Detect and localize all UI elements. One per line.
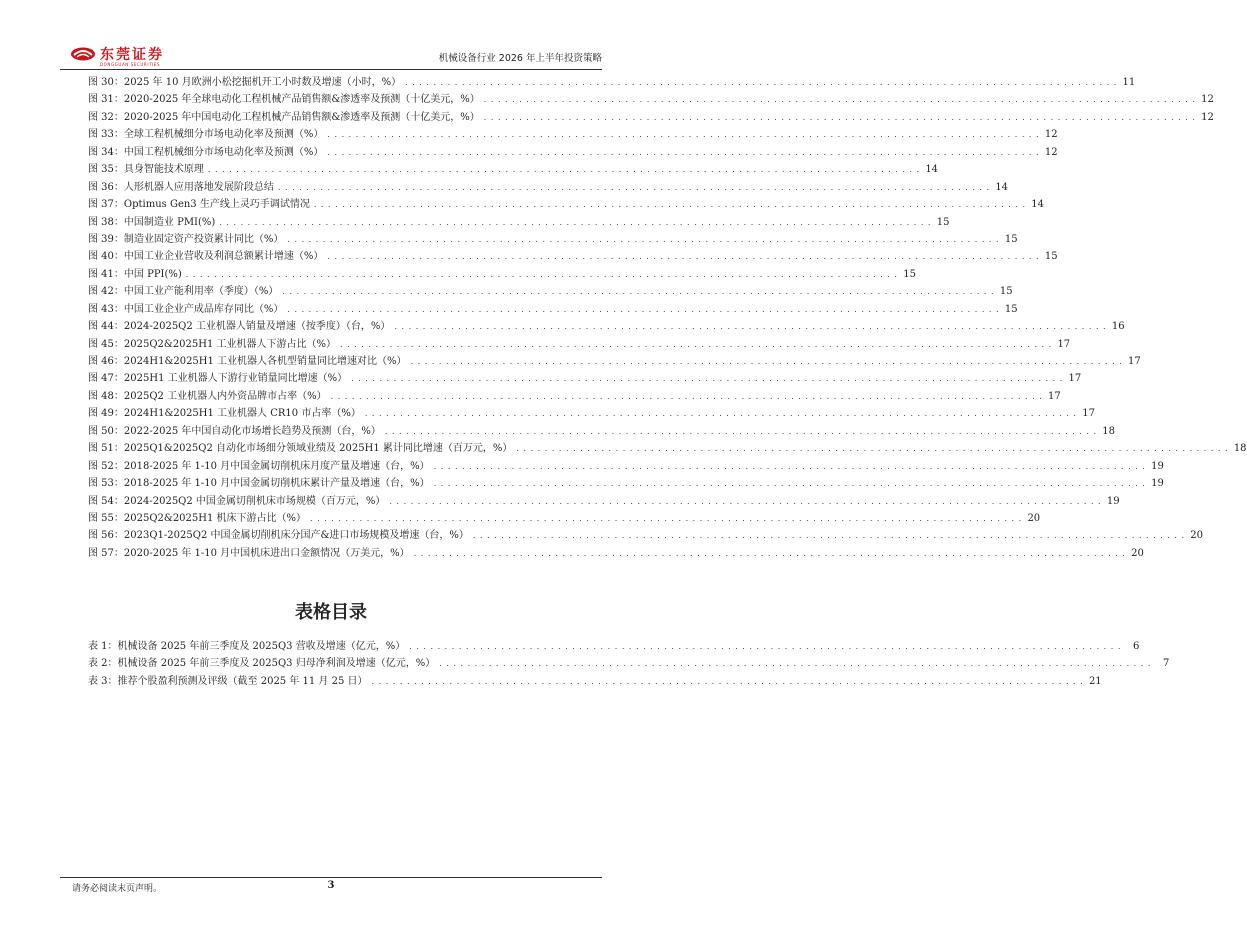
entry-page-number: 18 xyxy=(1102,425,1116,437)
entry-title: 中国工程机械细分市场电动化率及预测（%） xyxy=(123,146,324,158)
figure-toc-entry[interactable] xyxy=(88,265,916,282)
figure-toc-entry[interactable] xyxy=(88,352,1141,369)
entry-page-number: 17 xyxy=(1068,373,1082,385)
entry-page-number: 18 xyxy=(1233,443,1247,455)
entry-label: 图 53： xyxy=(88,478,124,490)
entry-page-number: 17 xyxy=(1082,408,1095,420)
entry-label: 图 35： xyxy=(88,164,124,176)
dot-leader xyxy=(389,496,1101,507)
entry-page-number: 20 xyxy=(1131,547,1144,559)
entry-label: 图 54： xyxy=(88,495,124,507)
figure-toc-entry[interactable] xyxy=(88,526,1204,543)
entry-label: 图 31： xyxy=(88,94,124,106)
entry-page-number: 17 xyxy=(1057,338,1071,350)
figure-toc-entry[interactable] xyxy=(88,300,1018,317)
dot-leader xyxy=(516,443,1228,454)
entry-label: 图 51： xyxy=(88,443,124,455)
entry-label: 图 41： xyxy=(88,268,124,280)
entry-title: 中国工业企业营收及利润总额累计增速（%） xyxy=(123,251,324,263)
figure-toc-entry[interactable] xyxy=(88,213,950,230)
entry-label: 表 3： xyxy=(88,675,118,687)
entry-title: 中国工业企业产成品库存同比（%） xyxy=(123,303,284,315)
entry-label: 图 46： xyxy=(88,356,124,367)
entry-title: 2025H1 工业机器人下游行业销量同比增速（%） xyxy=(123,373,348,385)
entry-title: 2020-2025 年中国电动化工程机械产品销售额&渗透率及预测（十亿美元，%） xyxy=(123,111,480,123)
table-toc-list xyxy=(88,637,1170,689)
entry-label: 图 47： xyxy=(88,373,124,385)
entry-label: 表 2： xyxy=(88,658,118,670)
dot-leader xyxy=(405,77,1117,88)
entry-page-number: 16 xyxy=(1111,321,1125,333)
entry-label: 图 45： xyxy=(88,338,124,350)
entry-page-number: 19 xyxy=(1151,478,1164,490)
entry-title: 制造业固定资产投资累计同比（%） xyxy=(123,233,284,245)
figure-toc-entry[interactable] xyxy=(88,247,1058,264)
figure-toc-entry[interactable] xyxy=(88,422,1116,439)
entry-page-number: 15 xyxy=(999,286,1013,298)
entry-page-number: 12 xyxy=(1044,129,1058,141)
brand-name: 东莞证券 xyxy=(100,47,164,63)
dot-leader xyxy=(365,408,1077,419)
entry-page-number: 17 xyxy=(1048,390,1061,402)
entry-page-number: 15 xyxy=(903,268,916,280)
dot-leader xyxy=(372,676,1084,687)
page-header xyxy=(60,46,602,68)
entry-title: 2024-2025Q2 中国金属切削机床市场规模（百万元，%） xyxy=(123,495,386,507)
brand-logo-icon xyxy=(70,46,96,62)
dot-leader xyxy=(331,391,1043,402)
figure-toc-entry[interactable] xyxy=(88,509,1041,526)
entry-page-number: 14 xyxy=(925,164,939,176)
dot-leader xyxy=(186,269,898,280)
figure-toc-entry[interactable] xyxy=(88,387,1061,404)
figure-toc-list xyxy=(88,73,1247,561)
disclaimer-note: 请务必阅读末页声明。 xyxy=(72,884,163,894)
entry-title: 2020-2025 年 1-10 月中国机床进出口金额情况（万美元，%） xyxy=(123,547,410,559)
entry-label: 图 55： xyxy=(88,512,124,524)
dot-leader xyxy=(434,461,1146,472)
dot-leader xyxy=(327,147,1039,158)
dot-leader xyxy=(278,182,990,193)
entry-title: 2024H1&2025H1 工业机器人 CR10 市占率（%） xyxy=(123,408,361,420)
figure-toc-entry[interactable] xyxy=(88,335,1071,352)
footer-divider xyxy=(60,877,602,878)
figure-toc-entry[interactable] xyxy=(88,317,1125,334)
figure-toc-entry[interactable] xyxy=(88,160,939,177)
entry-label: 图 37： xyxy=(88,199,124,211)
entry-label: 图 34： xyxy=(88,146,124,158)
dot-leader xyxy=(340,339,1052,350)
entry-title: 2025Q2&2025H1 机床下游占比（%） xyxy=(123,512,307,524)
dot-leader xyxy=(439,658,1151,669)
dot-leader xyxy=(287,234,999,245)
entry-page-number: 14 xyxy=(995,181,1009,193)
entry-label: 图 36： xyxy=(88,181,124,193)
figure-toc-entry[interactable] xyxy=(88,369,1082,386)
entry-title: 全球工程机械细分市场电动化率及预测（%） xyxy=(123,129,324,141)
entry-title: 推荐个股盈利预测及评级（截至 2025 年 11 月 25 日） xyxy=(117,675,368,687)
header-divider xyxy=(60,69,602,70)
entry-label: 图 39： xyxy=(88,233,124,245)
entry-page-number: 15 xyxy=(936,216,950,228)
dot-leader xyxy=(287,304,999,315)
dot-leader xyxy=(219,217,931,228)
entry-page-number: 19 xyxy=(1106,495,1120,507)
entry-page-number: 12 xyxy=(1201,94,1214,106)
figure-toc-entry[interactable] xyxy=(88,108,1214,125)
entry-title: 机械设备 2025 年前三季度及 2025Q3 归母净利润及增速（亿元，%） xyxy=(117,658,436,670)
entry-label: 图 33： xyxy=(88,129,124,141)
entry-title: 2025Q1&2025Q2 自动化市场细分领域业绩及 2025H1 累计同比增速（百万元，%） xyxy=(123,443,513,455)
figure-toc-entry[interactable] xyxy=(88,178,1009,195)
entry-title: 2025Q2&2025H1 工业机器人下游占比（%） xyxy=(123,338,337,350)
entry-page-number: 17 xyxy=(1127,356,1141,367)
entry-label: 图 32： xyxy=(88,111,124,123)
figure-toc-entry[interactable] xyxy=(88,439,1247,456)
entry-page-number: 12 xyxy=(1201,111,1214,123)
entry-label: 图 38： xyxy=(88,216,124,228)
figure-toc-entry[interactable] xyxy=(88,282,1013,299)
entry-title: 2024-2025Q2 工业机器人销量及增速（按季度）（台，%） xyxy=(123,321,391,333)
table-toc-heading: 表格目录 xyxy=(295,602,367,623)
entry-title: 中国制造业 PMI(%) xyxy=(123,216,216,228)
entry-label: 表 1： xyxy=(88,641,118,652)
dot-leader xyxy=(484,94,1196,105)
entry-page-number: 15 xyxy=(1004,303,1018,315)
figure-toc-entry[interactable] xyxy=(88,143,1058,160)
page-number: 3 xyxy=(327,880,335,891)
entry-page-number: 20 xyxy=(1190,530,1204,542)
table-toc-entry[interactable] xyxy=(88,672,1102,689)
figure-toc-entry[interactable] xyxy=(88,457,1164,474)
figure-toc-entry[interactable] xyxy=(88,544,1144,561)
entry-label: 图 52： xyxy=(88,460,124,472)
brand-subtitle: DONGGUAN SECURITIES xyxy=(100,62,161,67)
dot-leader xyxy=(484,112,1196,123)
entry-label: 图 30： xyxy=(88,77,124,88)
entry-label: 图 40： xyxy=(88,251,124,263)
table-toc-entry[interactable] xyxy=(88,654,1170,671)
entry-page-number: 21 xyxy=(1088,675,1102,687)
dot-leader xyxy=(314,199,1026,210)
dot-leader xyxy=(310,513,1022,524)
entry-title: 人形机器人应用落地发展阶段总结 xyxy=(123,181,274,193)
dot-leader xyxy=(351,373,1063,384)
entry-title: 2025 年 10 月欧洲小松挖掘机开工小时数及增速（小时，%） xyxy=(123,77,402,88)
figure-toc-entry[interactable] xyxy=(88,195,1044,212)
figure-toc-entry[interactable] xyxy=(88,404,1095,421)
entry-title: 2025Q2 工业机器人内外资品牌市占率（%） xyxy=(123,390,327,402)
entry-title: 中国 PPI(%) xyxy=(123,268,182,280)
entry-title: 2018-2025 年 1-10 月中国金属切削机床月度产量及增速（台，%） xyxy=(123,460,430,472)
entry-page-number: 14 xyxy=(1031,199,1044,211)
entry-page-number: 15 xyxy=(1044,251,1058,263)
dot-leader xyxy=(208,164,920,175)
dot-leader xyxy=(409,641,1121,652)
entry-title: 中国工业产能利用率（季度）（%） xyxy=(123,286,279,298)
entry-page-number: 19 xyxy=(1151,460,1164,472)
entry-title: Optimus Gen3 生产线上灵巧手调试情况 xyxy=(123,199,310,211)
entry-label: 图 48： xyxy=(88,390,124,402)
entry-label: 图 56： xyxy=(88,530,124,542)
entry-title: 2022-2025 年中国自动化市场增长趋势及预测（台，%） xyxy=(123,425,381,437)
figure-toc-entry[interactable] xyxy=(88,125,1058,142)
entry-page-number: 11 xyxy=(1122,77,1136,88)
entry-page-number: 15 xyxy=(1004,233,1018,245)
entry-title: 2024H1&2025H1 工业机器人各机型销量同比增速对比（%） xyxy=(123,356,407,367)
figure-toc-entry[interactable] xyxy=(88,492,1120,509)
figure-toc-entry[interactable] xyxy=(88,230,1018,247)
entry-page-number: 7 xyxy=(1163,658,1170,670)
figure-toc-entry[interactable] xyxy=(88,474,1164,491)
brand-logo xyxy=(70,44,164,64)
entry-title: 2018-2025 年 1-10 月中国金属切削机床累计产量及增速（台，%） xyxy=(123,478,430,490)
document-title: 机械设备行业 2026 年上半年投资策略 xyxy=(438,53,602,64)
entry-title: 具身智能技术原理 xyxy=(123,164,204,176)
entry-title: 机械设备 2025 年前三季度及 2025Q3 营收及增速（亿元，%） xyxy=(117,641,406,652)
figure-toc-entry[interactable] xyxy=(88,73,1136,90)
table-toc-entry[interactable] xyxy=(88,637,1140,654)
dot-leader xyxy=(411,356,1123,367)
entry-page-number: 6 xyxy=(1133,641,1140,652)
entry-label: 图 57： xyxy=(88,547,124,559)
entry-page-number: 20 xyxy=(1027,512,1041,524)
entry-title: 2023Q1-2025Q2 中国金属切削机床分国产&进口市场规模及增速（台，%） xyxy=(123,530,469,542)
entry-label: 图 49： xyxy=(88,408,124,420)
dot-leader xyxy=(414,548,1126,559)
entry-label: 图 42： xyxy=(88,286,124,298)
figure-toc-entry[interactable] xyxy=(88,90,1214,107)
entry-label: 图 44： xyxy=(88,321,124,333)
entry-label: 图 50： xyxy=(88,425,124,437)
dot-leader xyxy=(434,478,1146,489)
dot-leader xyxy=(327,251,1039,262)
entry-page-number: 12 xyxy=(1044,146,1058,158)
dot-leader xyxy=(327,129,1039,140)
dot-leader xyxy=(394,321,1106,332)
dot-leader xyxy=(473,530,1185,541)
dot-leader xyxy=(282,286,994,297)
entry-title: 2020-2025 年全球电动化工程机械产品销售额&渗透率及预测（十亿美元，%） xyxy=(123,94,480,106)
dot-leader xyxy=(385,426,1097,437)
entry-label: 图 43： xyxy=(88,303,124,315)
